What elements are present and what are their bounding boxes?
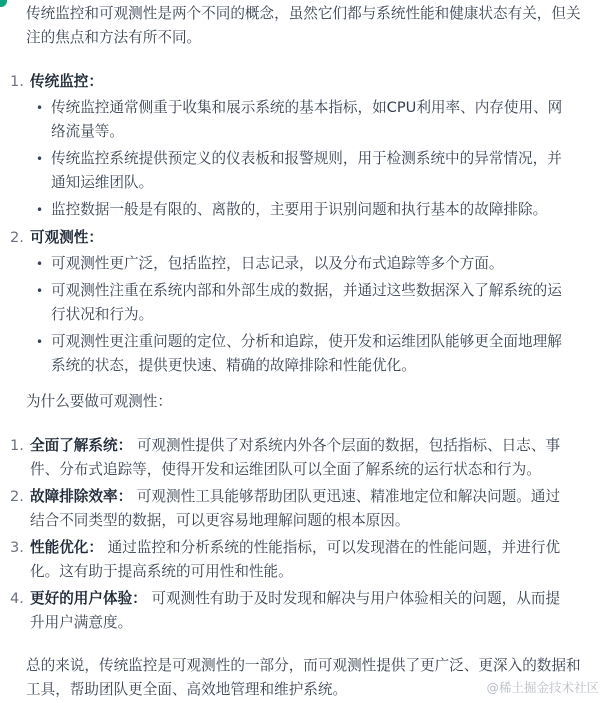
why-heading: 为什么要做可观测性： — [26, 393, 172, 410]
reason-text-block — [30, 587, 600, 635]
summary-paragraph: 总的来说，传统监控是可观测性的一部分，而可观测性提供了更广泛、更深入的数据和工具，帮助团队更全面、高效地管理和维护系统。 — [26, 657, 581, 698]
bullet-list — [30, 96, 600, 222]
comparison-item-monitoring — [0, 70, 600, 222]
avatar — [0, 0, 7, 7]
list-item — [30, 252, 574, 276]
list-number: 1. — [10, 73, 24, 90]
reason-text-block — [30, 536, 600, 584]
list-item — [30, 330, 574, 378]
list-number: 4. — [10, 590, 24, 607]
list-number: 2. — [10, 488, 24, 505]
reason-title: 更好的用户体验： — [30, 590, 147, 607]
intro-paragraph: 传统监控和可观测性是两个不同的概念，虽然它们都与系统性能和健康状态有关，但关注的焦点和方法有所不同。 — [26, 5, 581, 46]
comparison-item-observability — [0, 226, 600, 378]
bullet-text: 传统监控系统提供预定义的仪表板和报警规则，用于检测系统中的异常情况，并通知运维团队。 — [51, 150, 562, 191]
bullet-text: 传统监控通常侧重于收集和展示系统的基本指标，如CPU利用率、内存使用、网络流量等。 — [51, 99, 563, 140]
bullet-dot-icon: • — [36, 203, 44, 217]
bullet-dot-icon: • — [36, 257, 44, 271]
reason-text: 可观测性工具能够帮助团队更迅速、精准地定位和解决问题。通过结合不同类型的数据，可以更容易地理解问题的根本原因。 — [30, 488, 561, 529]
reason-title: 性能优化： — [30, 539, 103, 556]
list-item — [30, 198, 574, 222]
reason-text: 可观测性有助于及时发现和解决与用户体验相关的问题，从而提升用户满意度。 — [30, 590, 561, 631]
bullet-dot-icon: • — [36, 335, 44, 349]
reason-item — [0, 485, 600, 533]
reason-item — [0, 587, 600, 635]
watermark: @稀土掘金技术社区 — [486, 680, 599, 695]
list-number: 3. — [10, 539, 24, 556]
comparison-title: 可观测性： — [30, 229, 103, 246]
comparison-list — [0, 70, 600, 378]
bullet-dot-icon: • — [36, 284, 44, 298]
reason-text: 可观测性提供了对系统内外各个层面的数据，包括指标、日志、事件、分布式追踪等，使得开发和运维团队可以全面了解系统的运行状态和行为。 — [30, 437, 561, 478]
reason-title: 故障排除效率： — [30, 488, 133, 505]
bullet-dot-icon: • — [36, 152, 44, 166]
list-item — [30, 147, 574, 195]
bullet-text: 可观测性更注重问题的定位、分析和追踪，使开发和运维团队能够更全面地理解系统的状态，提供更快速、精确的故障排除和性能优化。 — [51, 333, 562, 374]
reason-text: 通过监控和分析系统的性能指标，可以发现潜在的性能问题，并进行优化。这有助于提高系统的可用性和性能。 — [30, 539, 561, 580]
reason-item — [0, 434, 600, 482]
bullet-text: 可观测性更广泛，包括监控，日志记录，以及分布式追踪等多个方面。 — [51, 255, 504, 272]
reason-item — [0, 536, 600, 584]
list-item — [30, 96, 574, 144]
bullet-text: 监控数据一般是有限的、离散的，主要用于识别问题和执行基本的故障排除。 — [51, 201, 548, 218]
reason-title: 全面了解系统： — [30, 437, 133, 454]
bullet-list — [30, 252, 600, 378]
comparison-title: 传统监控： — [30, 73, 103, 90]
bullet-text: 可观测性注重在系统内部和外部生成的数据，并通过这些数据深入了解系统的运行状况和行为。 — [51, 282, 562, 323]
list-item — [30, 279, 574, 327]
list-number: 2. — [10, 229, 24, 246]
reason-text-block — [30, 434, 600, 482]
reasons-list — [0, 434, 600, 635]
bullet-dot-icon: • — [36, 101, 44, 115]
reason-text-block — [30, 485, 600, 533]
list-number: 1. — [10, 437, 24, 454]
